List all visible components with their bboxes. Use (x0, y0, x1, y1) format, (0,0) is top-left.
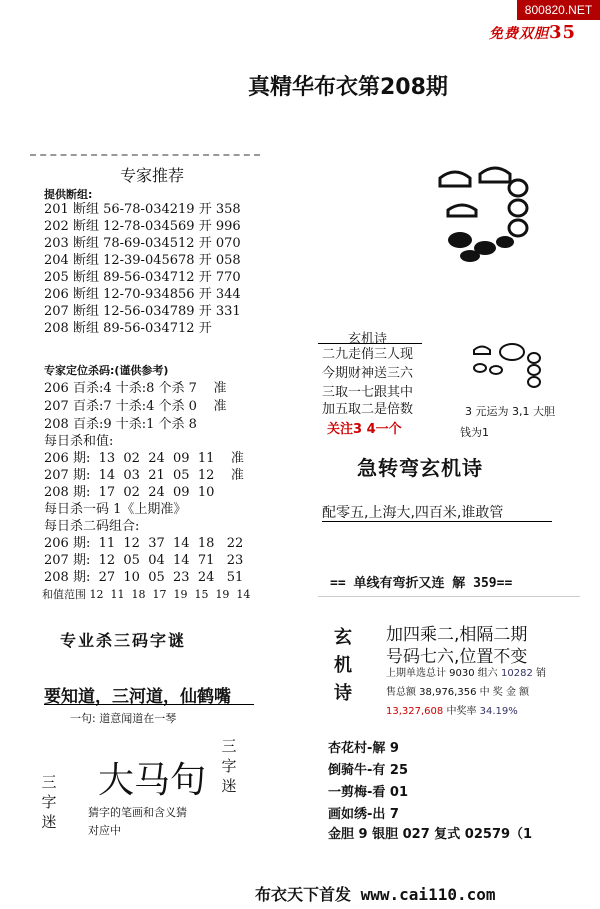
sum-row: 206 期: 13 02 24 09 11 准 (44, 451, 244, 466)
kill-row: 206 百杀:4 十杀:8 个杀 7 准 (44, 381, 227, 396)
divider (30, 154, 260, 156)
mystic-title: 玄机诗 (348, 332, 388, 347)
mystic-line: 今期财神送三六 (322, 366, 414, 381)
hint-item: 杏花村-解 9 (328, 741, 399, 756)
range-row: 和值范围 12 11 18 17 19 15 19 14 (42, 588, 251, 601)
stats-line (386, 702, 518, 717)
one-code: 每日杀一码 1《上期准》 (44, 502, 187, 517)
riddle-note: 猜字的笔画和含义猜 (88, 806, 187, 819)
sum-label: 每日杀和值: (44, 434, 114, 449)
money-label: 3 元运为 3,1 大胆 (465, 405, 555, 418)
stats-text: 中奖率 (443, 706, 480, 717)
sum-row: 208 期: 17 02 24 09 10 (44, 485, 215, 500)
coin-stack-illustration (468, 338, 546, 394)
expert-row: 208 断组 89-56-034712 开 (44, 321, 212, 336)
divider (318, 596, 580, 597)
divider (44, 704, 254, 705)
hint-item: 一剪梅-看 01 (328, 785, 409, 800)
expert-row: 206 断组 12-70-934856 开 344 (44, 287, 241, 302)
expert-row: 204 断组 12-39-045678 开 058 (44, 253, 241, 268)
provider-label: 提供断组: (44, 188, 93, 201)
stats-value: 34.19% (479, 706, 518, 717)
expert-row: 207 断组 12-56-034789 开 331 (44, 304, 241, 319)
vertical-label-left: 三字迷 (41, 773, 57, 831)
riddle-poem-title: 急转弯玄机诗 (357, 456, 483, 480)
follow-line: 关注3 4一个 (327, 422, 402, 437)
kill-row: 208 百杀:9 十杀:1 个杀 8 (44, 417, 197, 432)
hint-item: 画如绣-出 7 (328, 807, 399, 822)
mystic-line: 二九走俏三人现 (322, 347, 414, 362)
free-badge (489, 22, 576, 43)
mystic-line: 三取一七跟其中 (322, 385, 414, 400)
site-badge: 800820.NET (517, 0, 600, 20)
footer-text: 布衣天下首发 www.cai110.com (255, 885, 496, 904)
money-sub: 钱为1 (460, 426, 489, 439)
single-line-hint: == 单线有弯折又连 解 359== (330, 576, 513, 591)
kill-label: 专家定位杀码:(谨供参考) (44, 364, 169, 377)
xuanji-vertical-title: 玄机诗 (334, 627, 352, 704)
hint-item: 倒骑牛-有 25 (328, 763, 409, 778)
riddle-note: 对应中 (88, 824, 121, 837)
stats-line (386, 664, 546, 679)
stats-text: 上期单选总计 9030 组六 (386, 668, 501, 679)
riddle-line: 要知道，三河道，仙鹤嘴 (44, 687, 231, 707)
kill-row: 207 百杀:7 十杀:4 个杀 0 准 (44, 399, 227, 414)
two-row: 207 期: 12 05 04 14 71 23 (44, 553, 244, 568)
mystic-line: 加五取二是倍数 (322, 402, 414, 417)
expert-row: 202 断组 12-78-034569 开 996 (44, 219, 241, 234)
xuanji-verse: 加四乘二,相隔二期 (386, 625, 528, 645)
riddle-big-word: 大马句 (98, 760, 207, 801)
stats-value: 13,327,608 (386, 706, 444, 717)
ingot-coins-illustration (430, 160, 540, 270)
divider (322, 521, 552, 522)
xuanji-verse: 号码七六,位置不变 (386, 647, 528, 667)
two-row: 206 期: 11 12 37 14 18 22 (44, 536, 244, 551)
vertical-label-right: 三字迷 (221, 737, 237, 795)
expert-row: 203 断组 78-69-034512 开 070 (44, 236, 241, 251)
two-row: 208 期: 27 10 05 23 24 51 (44, 570, 244, 585)
page-title: 真精华布衣第208期 (248, 75, 448, 100)
expert-title: 专家推荐 (120, 166, 185, 185)
hint-item: 金胆 9 银胆 027 复式 02579（1 (328, 827, 533, 842)
stats-line: 售总额 38,976,356 中 奖 金 额 (386, 687, 530, 698)
riddle-poem-verse: 配零五,上海大,四百米,谁敢管 (322, 505, 504, 521)
two-label: 每日杀二码组合: (44, 519, 140, 534)
expert-row: 205 断组 89-56-034712 开 770 (44, 270, 241, 285)
stats-value: 10282 (501, 668, 533, 679)
divider (318, 343, 422, 344)
free-badge-number: 35 (549, 22, 577, 43)
sum-row: 207 期: 14 03 21 05 12 准 (44, 468, 244, 483)
riddle-title: 专业杀三码字谜 (60, 631, 187, 650)
free-badge-text: 免费双胆 (489, 26, 549, 42)
stats-text: 销 (532, 668, 546, 679)
expert-row: 201 断组 56-78-034219 开 358 (44, 202, 241, 217)
riddle-hint: 一句: 道意闻道在一琴 (70, 712, 177, 725)
